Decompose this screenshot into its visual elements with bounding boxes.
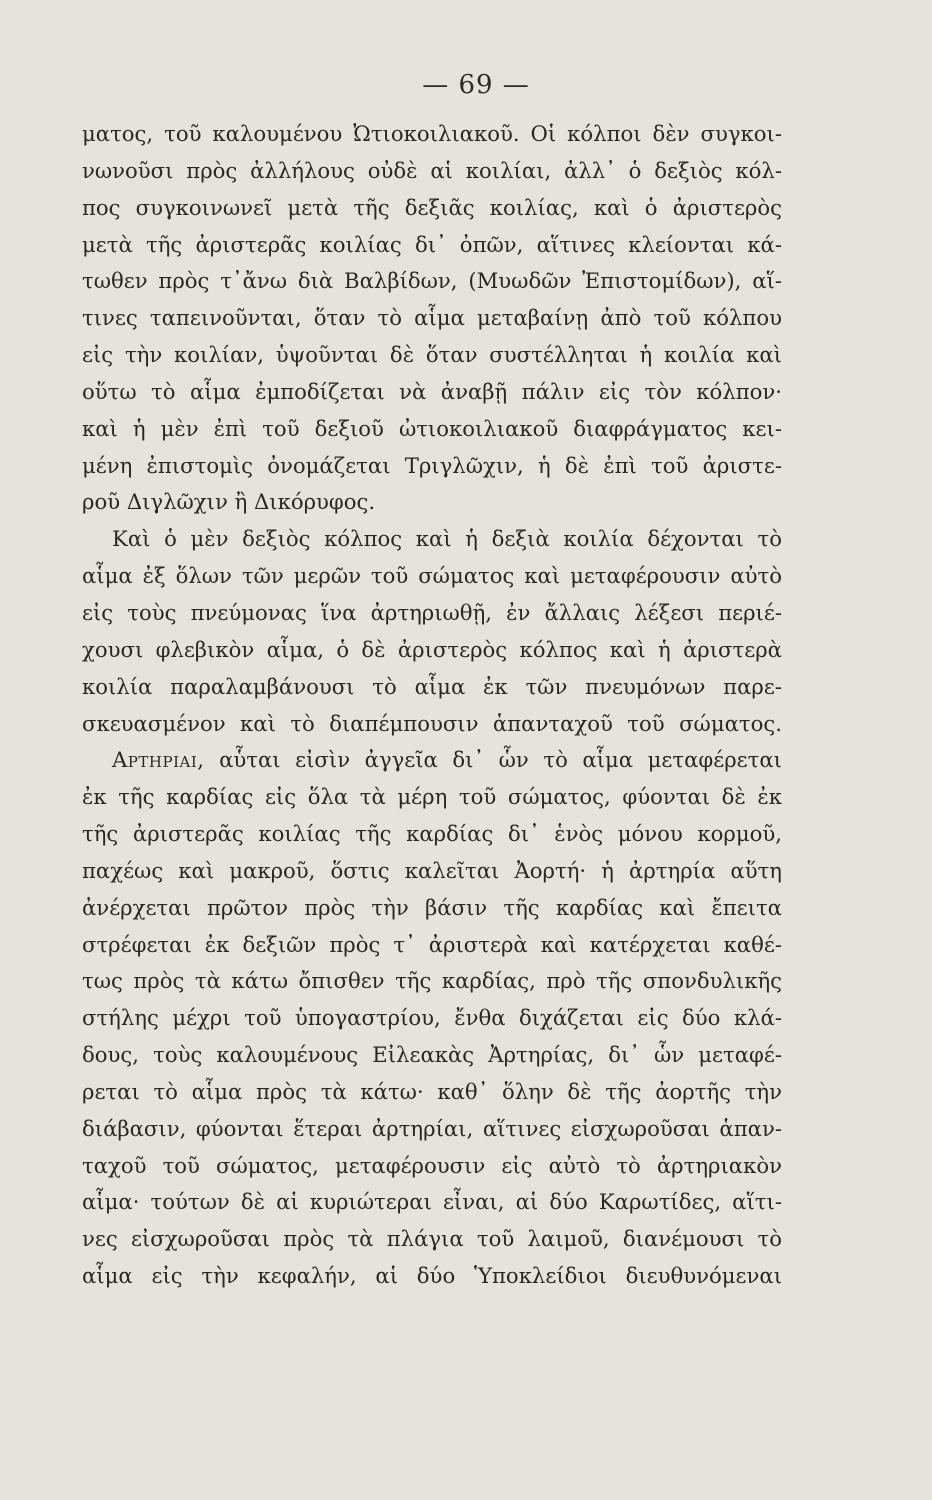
text-line: στρέφεται ἐκ δεξιῶν πρὸς τ᾽ ἀριστερὰ καὶ κατέρχεται καθέ- bbox=[82, 931, 782, 957]
text-line: τωθεν πρὸς τ᾽ἄνω διὰ Βαλβίδων, (Μυωδῶν Ἐπιστομίδων), αἵ- bbox=[82, 268, 782, 294]
section-heading-arteries: Αρτηριαι, bbox=[112, 747, 205, 773]
text-line: κοιλία παραλαμβάνουσι τὸ αἷμα ἐκ τῶν πνευμόνων παρε- bbox=[82, 673, 782, 699]
text-line: πος συγκοινωνεῖ μετὰ τῆς δεξιᾶς κοιλίας, καὶ ὁ ἀριστερὸς bbox=[82, 194, 782, 220]
text-line: τως πρὸς τὰ κάτω ὄπισθεν τῆς καρδίας, πρὸ τῆς σπονδυλικῆς bbox=[82, 968, 782, 994]
text-line: αἷμα· τούτων δὲ αἱ κυριώτεραι εἶναι, αἱ δύο Καρωτίδες, αἵτι- bbox=[82, 1189, 782, 1215]
text-line: αἷμα εἰς τὴν κεφαλήν, αἱ δύο Ὑποκλείδιοι διευθυνόμεναι bbox=[82, 1263, 782, 1289]
text-line: ἀνέρχεται πρῶτον πρὸς τὴν βάσιν τῆς καρδίας καὶ ἔπειτα bbox=[82, 894, 782, 920]
text-line: αἷμα ἐξ ὅλων τῶν μερῶν τοῦ σώματος καὶ μεταφέρουσιν αὐτὸ bbox=[82, 563, 782, 589]
text-line: καὶ ἡ μὲν ἐπὶ τοῦ δεξιοῦ ὠτιοκοιλιακοῦ διαφράγματος κει- bbox=[82, 415, 782, 441]
text-line: εἰς τοὺς πνεύμονας ἵνα ἀρτηριωθῇ, ἐν ἄλλαις λέξεσι περιέ- bbox=[82, 599, 782, 625]
text-line: σκευασμένον καὶ τὸ διαπέμπουσιν ἁπανταχοῦ τοῦ σώματος. bbox=[82, 710, 782, 736]
text-line: ἐκ τῆς καρδίας εἰς ὅλα τὰ μέρη τοῦ σώματος, φύονται δὲ ἐκ bbox=[82, 784, 782, 810]
text-line: μένη ἐπιστομὶς ὀνομάζεται Τριγλῶχιν, ἡ δὲ ἐπὶ τοῦ ἀριστε- bbox=[82, 452, 782, 478]
text-line-rest: αὗται εἰσὶν ἀγγεῖα δι᾽ ὧν τὸ αἷμα μεταφέρεται bbox=[219, 747, 782, 773]
text-line bbox=[82, 742, 782, 779]
text-line: ματος, τοῦ καλουμένου Ὠτιοκοιλιακοῦ. Οἱ κόλποι δὲν συγκοι- bbox=[82, 121, 782, 146]
text-line: ροῦ Διγλῶχιν ἢ Δικόρυφος. bbox=[82, 489, 376, 515]
text-line: παχέως καὶ μακροῦ, ὅστις καλεῖται Ἀορτή· ἡ ἀρτηρία αὕτη bbox=[82, 857, 782, 883]
text-line: Καὶ ὁ μὲν δεξιὸς κόλπος καὶ ἡ δεξιὰ κοιλία δέχονται τὸ bbox=[112, 526, 782, 552]
text-line: νωνοῦσι πρὸς ἀλλήλους οὐδὲ αἱ κοιλίαι, ἀλλ᾽ ὁ δεξιὸς κόλ- bbox=[82, 157, 782, 183]
text-line: ταχοῦ τοῦ σώματος, μεταφέρουσιν εἰς αὐτὸ τὸ ἀρτηριακὸν bbox=[82, 1152, 782, 1178]
text-line: οὕτω τὸ αἷμα ἐμποδίζεται νὰ ἀναβῇ πάλιν εἰς τὸν κόλπον· bbox=[82, 378, 782, 404]
text-line: ρεται τὸ αἷμα πρὸς τὰ κάτω· καθ᾽ ὅλην δὲ τῆς ἀορτῆς τὴν bbox=[82, 1078, 782, 1104]
text-line: δους, τοὺς καλουμένους Εἰλεακὰς Ἀρτηρίας, δι᾽ ὧν μεταφέ- bbox=[82, 1042, 782, 1068]
text-line: διάβασιν, φύονται ἕτεραι ἀρτηρίαι, αἵτινες εἰσχωροῦσαι ἁπαν- bbox=[82, 1115, 782, 1141]
text-line: τινες ταπεινοῦνται, ὅταν τὸ αἷμα μεταβαίνῃ ἀπὸ τοῦ κόλπου bbox=[82, 305, 782, 331]
text-line: τῆς ἀριστερᾶς κοιλίας τῆς καρδίας δι᾽ ἑνὸς μόνου κορμοῦ, bbox=[82, 821, 782, 847]
text-line: νες εἰσχωροῦσαι πρὸς τὰ πλάγια τοῦ λαιμοῦ, διανέμουσι τὸ bbox=[82, 1226, 782, 1252]
text-line: μετὰ τῆς ἀριστερᾶς κοιλίας δι᾽ ὀπῶν, αἵτινες κλείονται κά- bbox=[82, 231, 782, 257]
text-line: εἰς τὴν κοιλίαν, ὑψοῦνται δὲ ὅταν συστέλληται ἡ κοιλία καὶ bbox=[82, 342, 782, 368]
body-text bbox=[82, 116, 782, 1295]
page-number: — 69 — bbox=[422, 70, 530, 100]
text-line: χουσι φλεβικὸν αἷμα, ὁ δὲ ἀριστερὸς κόλπος καὶ ἡ ἀριστερὰ bbox=[82, 636, 782, 662]
text-line: στήλης μέχρι τοῦ ὑπογαστρίου, ἔνθα διχάζεται εἰς δύο κλά- bbox=[82, 1005, 782, 1031]
